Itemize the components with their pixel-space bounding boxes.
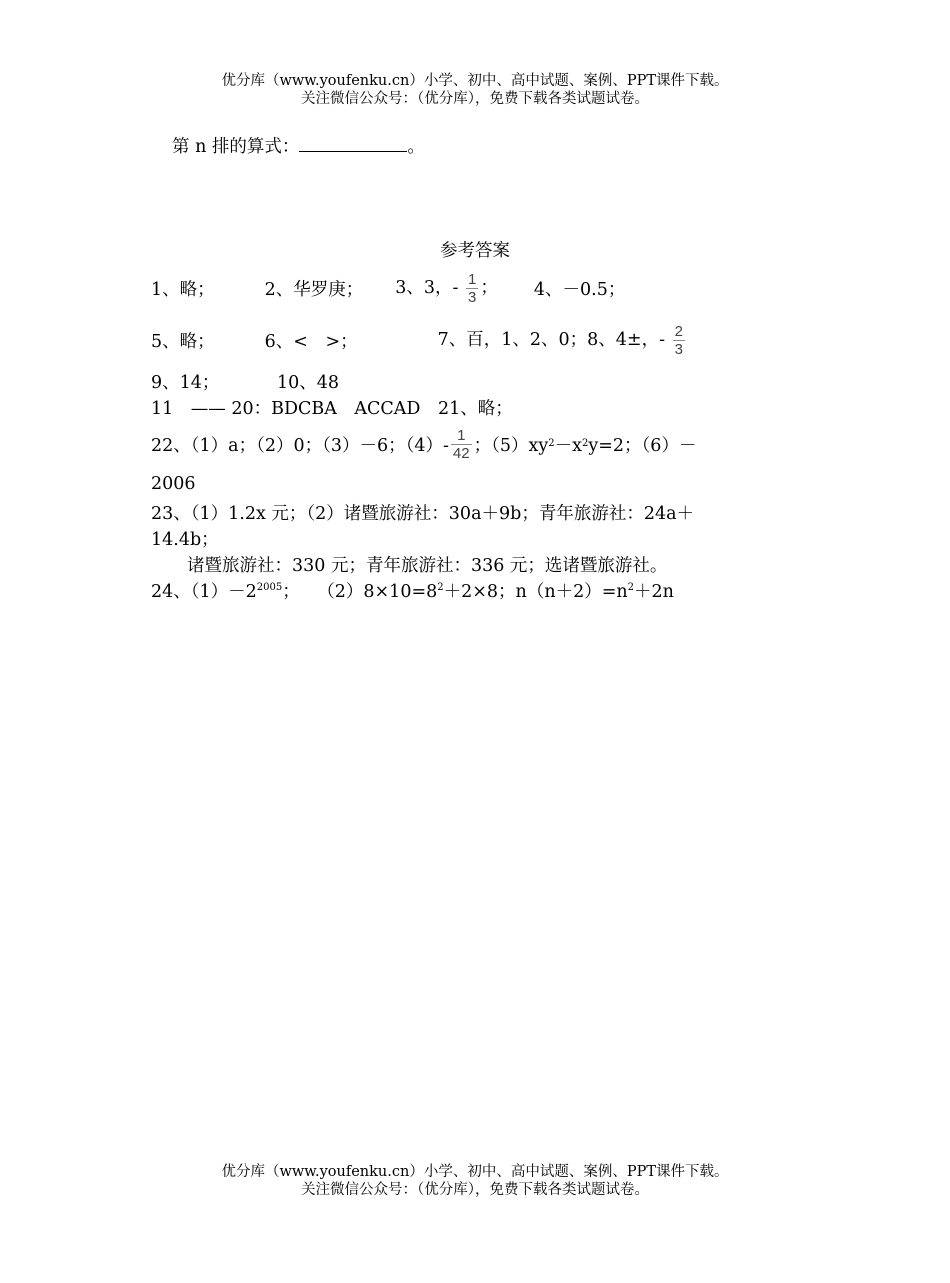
- answer-22-part3: －x: [554, 435, 582, 456]
- fraction-denominator: 3: [674, 340, 683, 358]
- answer-22-part4: y=2；（6）－: [588, 435, 697, 456]
- answer-24-part3: ＋2×8；n（n＋2）=n: [443, 582, 628, 602]
- answer-9: 9、14；: [151, 373, 220, 393]
- fraction-numerator: 2: [674, 322, 683, 340]
- answer-24-part4: ＋2n: [634, 582, 674, 602]
- answer-3-suffix: ；: [480, 277, 498, 298]
- answer-5: 5、略；: [151, 331, 215, 352]
- footer-line-1: 优分库（www.youfenku.cn）小学、初中、高中试题、案例、PPT课件下载。: [221, 1164, 729, 1180]
- answer-22-part1: 22、（1）a；（2）0；（3）－6；（4）-: [151, 435, 449, 456]
- answer-24: [151, 578, 674, 603]
- answer-11-21: 11 —— 20：BDCBA ACCAD 21、略；: [151, 399, 513, 419]
- fraction-numerator: 1: [457, 426, 466, 444]
- answer-23-line-3: 诸暨旅游社：330 元；青年旅游社：336 元；选诸暨旅游社。: [187, 556, 668, 576]
- answer-24-part1: 24、（1）－2: [151, 582, 257, 602]
- answer-row-1: [151, 266, 625, 310]
- answer-23-line-1: 23、（1）1.2x 元；（2）诸暨旅游社：30a＋9b；青年旅游社：24a＋: [151, 504, 695, 524]
- fraction-2-3: [673, 323, 685, 358]
- answer-2: 2、华罗庚；: [264, 279, 364, 300]
- answer-row-2: [151, 318, 687, 362]
- answer-22-part2: ；（5）xy: [473, 435, 549, 456]
- answer-1: 1、略；: [151, 279, 215, 300]
- answer-10: 10、48: [276, 373, 340, 393]
- answer-7-8: [438, 323, 687, 358]
- answer-4: 4、－0.5；: [533, 279, 626, 300]
- answer-22: 22、（1）a；（2）0；（3）－6；（4）- $\frac{1}{42}$ ；（5）xy 2 －x 2 y=2；（6）－: [151, 426, 697, 462]
- header-line-1: 优分库（www.youfenku.cn）小学、初中、高中试题、案例、PPT课件下载。: [221, 73, 729, 89]
- superscript: 2: [437, 582, 444, 593]
- superscript: 2005: [256, 582, 283, 593]
- answer-row-3: [151, 369, 339, 394]
- answer-title: 参考答案: [440, 241, 510, 261]
- answer-3-prefix: 3、3，-: [395, 277, 459, 298]
- answer-23-line-2: 14.4b；: [151, 530, 219, 550]
- question-line: [172, 133, 425, 158]
- question-suffix: 。: [407, 137, 425, 157]
- footer-line-2: 关注微信公众号：（优分库），免费下载各类试题试卷。: [301, 1182, 649, 1198]
- fraction-1-3: [466, 271, 478, 306]
- fraction-denominator: 42: [452, 444, 470, 462]
- header-line-2: 关注微信公众号：（优分库），免费下载各类试题试卷。: [301, 91, 649, 107]
- answer-22-continuation: 2006: [151, 474, 196, 494]
- question-prefix: 第 n 排的算式：: [172, 137, 300, 157]
- fraction-numerator: 1: [468, 270, 477, 288]
- answer-7-text: 7、百，1、2、0；8、4±，-: [437, 329, 665, 350]
- answer-3: [395, 271, 498, 306]
- fraction-denominator: 3: [468, 288, 477, 306]
- answer-24-part2: ； （2）8×10=8: [282, 582, 438, 602]
- answer-blank: [299, 137, 407, 152]
- fraction-1-42: [451, 427, 472, 462]
- answer-6: 6、< >；: [264, 331, 358, 352]
- superscript: 2: [627, 582, 635, 593]
